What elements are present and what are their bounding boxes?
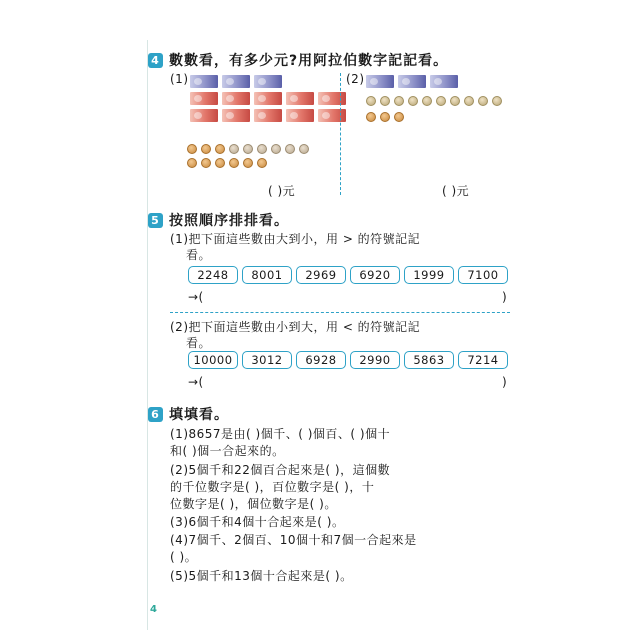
100-note-image [190, 109, 218, 122]
part2-coins-row2 [366, 112, 404, 122]
50-coin-image [380, 96, 390, 106]
q5-p2-answer-open[interactable]: →( [188, 375, 204, 389]
50-coin-image [408, 96, 418, 106]
number-card: 5863 [404, 351, 454, 369]
10-coin-image [299, 144, 309, 154]
number-card: 6928 [296, 351, 346, 369]
q6-line-2[interactable]: 和( )個一合起來的。 [170, 444, 285, 458]
50-coin-image [450, 96, 460, 106]
5-coin-image [215, 144, 225, 154]
number-card: 7100 [458, 266, 508, 284]
q6-line-8[interactable]: ( )。 [170, 550, 198, 564]
number-card: 2248 [188, 266, 238, 284]
50-coin-image [492, 96, 502, 106]
10-coin-image [243, 144, 253, 154]
q4-answer1[interactable]: ( )元 [268, 184, 296, 198]
100-note-image [190, 92, 218, 105]
50-coin-image [422, 96, 432, 106]
q5-p1-number-row [188, 266, 508, 284]
1000-note-image [190, 75, 218, 88]
q5-title: 按照順序排排看。 [169, 213, 289, 229]
part1-1000-notes [190, 75, 282, 88]
number-card: 10000 [188, 351, 238, 369]
5-coin-image [380, 112, 390, 122]
q6-line-3[interactable]: (2)5個千和22個百合起來是( )，這個數 [170, 463, 391, 477]
part2-1000-notes [366, 75, 458, 88]
100-note-image [254, 92, 282, 105]
10-coin-image [257, 144, 267, 154]
5-coin-image [366, 112, 376, 122]
10-coin-image [271, 144, 281, 154]
margin-line [147, 40, 148, 630]
q5-p2-instruction: (2)把下面這些數由小到大，用 < 的符號記記 [170, 320, 421, 334]
5-coin-image [243, 158, 253, 168]
q5-divider [170, 312, 510, 313]
number-card: 3012 [242, 351, 292, 369]
100-note-image [222, 92, 250, 105]
50-coin-image [366, 96, 376, 106]
100-note-image [318, 109, 346, 122]
100-note-image [222, 109, 250, 122]
q4-part2-label: (2) [346, 72, 365, 86]
number-card: 6920 [350, 266, 400, 284]
q6-line-6[interactable]: (3)6個千和4個十合起來是( )。 [170, 515, 345, 529]
q5-p2-number-row [188, 351, 508, 369]
q5-number-badge: 5 [148, 213, 163, 228]
5-coin-image [187, 144, 197, 154]
100-note-image [254, 109, 282, 122]
q6-line-1[interactable]: (1)8657是由( )個千、( )個百、( )個十 [170, 427, 391, 441]
number-card: 2990 [350, 351, 400, 369]
q6-line-7[interactable]: (4)7個千、2個百、10個十和7個一合起來是 [170, 533, 417, 547]
q5-p2-instruction-cont: 看。 [186, 336, 212, 350]
part1-100-notes-row1 [190, 92, 346, 105]
q6-line-5[interactable]: 位數字是( )，個位數字是( )。 [170, 497, 337, 511]
q4-number-badge: 4 [148, 53, 163, 68]
1000-note-image [430, 75, 458, 88]
q6-line-9[interactable]: (5)5個千和13個十合起來是( )。 [170, 569, 353, 583]
q6-title: 填填看。 [169, 407, 229, 423]
100-note-image [318, 92, 346, 105]
q5-p1-answer-close: ) [502, 290, 508, 304]
5-coin-image [394, 112, 404, 122]
5-coin-image [187, 158, 197, 168]
q4-divider [340, 73, 341, 195]
part1-100-notes-row2 [190, 109, 346, 122]
q4-heading [148, 50, 448, 70]
number-card: 2969 [296, 266, 346, 284]
5-coin-image [229, 158, 239, 168]
page-number: 4 [150, 604, 157, 615]
q5-p1-instruction: (1)把下面這些數由大到小，用 > 的符號記記 [170, 232, 421, 246]
100-note-image [286, 109, 314, 122]
q5-heading [148, 210, 289, 230]
q4-answer2[interactable]: ( )元 [442, 184, 470, 198]
1000-note-image [254, 75, 282, 88]
q5-p1-instruction-cont: 看。 [186, 248, 212, 262]
1000-note-image [222, 75, 250, 88]
50-coin-image [436, 96, 446, 106]
q6-line-4[interactable]: 的千位數字是( )，百位數字是( )，十 [170, 480, 375, 494]
5-coin-image [257, 158, 267, 168]
number-card: 1999 [404, 266, 454, 284]
50-coin-image [394, 96, 404, 106]
q5-p2-answer-close: ) [502, 375, 508, 389]
number-card: 7214 [458, 351, 508, 369]
q4-part1-label: (1) [170, 72, 189, 86]
q4-title: 數數看，有多少元?用阿拉伯數字記記看。 [169, 53, 449, 69]
10-coin-image [285, 144, 295, 154]
5-coin-image [215, 158, 225, 168]
5-coin-image [201, 158, 211, 168]
1000-note-image [398, 75, 426, 88]
q5-p1-answer-open[interactable]: →( [188, 290, 204, 304]
q6-heading [148, 404, 229, 424]
part1-coins-row1 [187, 144, 309, 154]
part2-coins-row1 [366, 96, 502, 106]
q6-number-badge: 6 [148, 407, 163, 422]
50-coin-image [464, 96, 474, 106]
1000-note-image [366, 75, 394, 88]
100-note-image [286, 92, 314, 105]
5-coin-image [201, 144, 211, 154]
part1-coins-row2 [187, 158, 267, 168]
50-coin-image [478, 96, 488, 106]
10-coin-image [229, 144, 239, 154]
number-card: 8001 [242, 266, 292, 284]
